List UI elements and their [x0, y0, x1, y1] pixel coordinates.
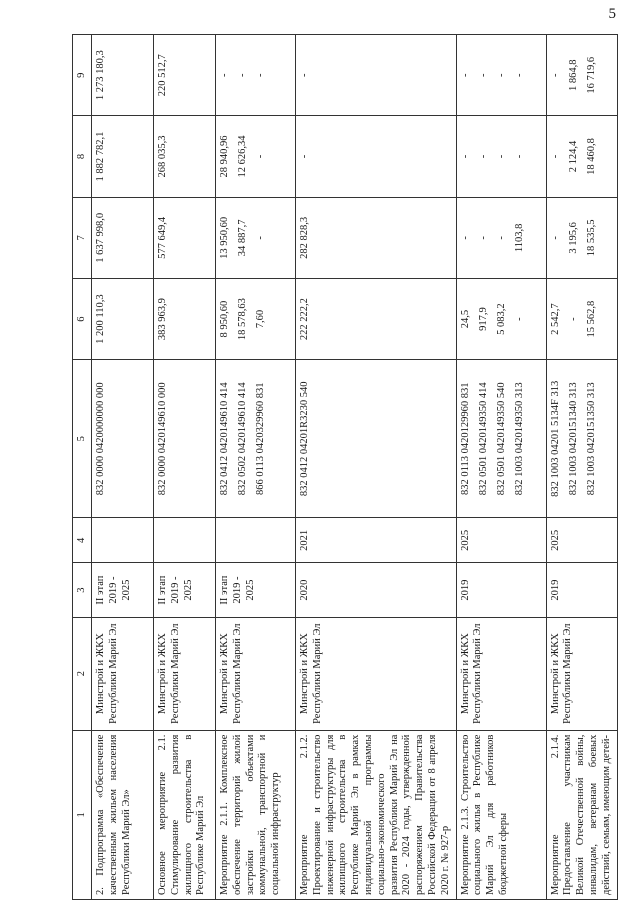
cell-c6	[456, 278, 546, 359]
cell-line: -	[299, 154, 310, 159]
cell-line: 832 0000 0420000000 000	[95, 382, 106, 496]
cell-line: 832 1003 0420151340 313	[567, 382, 579, 496]
header-cell-2: 2	[73, 617, 92, 730]
cell-c8	[296, 116, 457, 197]
cell-c1: Мероприятие 2.1.3. Строительство социального жилья в Республике Марий Эл для работников бюджетной сферы	[456, 730, 546, 899]
cell-line: 268 035,3	[157, 135, 168, 178]
cell-line: 832 0113 0420129960 831	[459, 382, 471, 496]
cell-c7	[546, 197, 617, 278]
cell-c5	[154, 360, 216, 518]
cell-c1: Мероприятие 2.1.1. Комплексное обеспечение территорий жилой застройки объектами коммунальной, транспортной и социальной инфраструктур	[216, 730, 296, 899]
cell-c4	[92, 518, 154, 563]
header-cell-8: 8	[73, 116, 92, 197]
cell-c1: Мероприятие 2.1.2. Проектирование и строительство инженерной инфраструктуры для жилищного строительства в Республике Марий Эл в рамках индивидуальной программы социально-экономического развития Республики Марий Эл на 2020 - 2024 годы, утвержденной распоряжением Правительства Российской Федерации от 8 апреля 2020 г. № 927-р	[296, 730, 457, 899]
cell-c5	[546, 360, 617, 518]
cell-c2: Минстрой и ЖКХ Республики Марий Эл	[546, 617, 617, 730]
cell-line: -	[567, 317, 579, 321]
header-row	[73, 35, 92, 900]
cell-line: -	[495, 73, 507, 77]
cell-c7	[456, 197, 546, 278]
cell-line: 2 542,7	[549, 303, 561, 335]
cell-line: -	[459, 154, 471, 159]
cell-line: -	[237, 73, 248, 77]
cell-c9	[456, 35, 546, 116]
header-cell-7: 7	[73, 197, 92, 278]
cell-line: 832 0412 0420149610 414	[219, 382, 230, 496]
cell-line: 24,5	[459, 309, 471, 329]
page-number: 5	[608, 6, 616, 22]
cell-c9	[154, 35, 216, 116]
cell-line: 7,60	[255, 309, 266, 329]
header-cell-6: 6	[73, 278, 92, 359]
cell-line: -	[513, 317, 525, 321]
cell-line: 1 882 782,1	[95, 131, 106, 182]
cell-line: 18 578,63	[237, 298, 248, 341]
cell-line: -	[477, 73, 489, 77]
cell-line: 383 963,9	[157, 298, 168, 341]
cell-c8	[92, 116, 154, 197]
cell-line: -	[549, 154, 561, 159]
cell-line: 866 0113 0420329960 831	[255, 382, 266, 496]
cell-c1: Основное мероприятие 2.1. Стимулирование развития жилищного строительства в Республике Марий Эл	[154, 730, 216, 899]
cell-line: 832 0501 0420149350 414	[477, 382, 489, 496]
cell-line: 12 626,34	[237, 135, 248, 178]
cell-line: -	[459, 73, 471, 77]
cell-c8	[456, 116, 546, 197]
cell-line: -	[513, 73, 525, 77]
cell-c2: Минстрой и ЖКХ Республики Марий Эл	[216, 617, 296, 730]
cell-line: 577 649,4	[157, 216, 168, 259]
cell-line: -	[477, 236, 489, 240]
cell-line: 16 719,6	[585, 56, 597, 94]
cell-line: 220 512,7	[157, 54, 168, 97]
cell-line: -	[549, 73, 561, 77]
cell-c9	[216, 35, 296, 116]
cell-line: -	[299, 73, 310, 77]
cell-line: 34 887,7	[237, 219, 248, 257]
cell-line: 1 864,8	[567, 59, 579, 91]
cell-line: 832 1003 04201 5134F 313	[549, 380, 561, 497]
cell-line: -	[549, 236, 561, 240]
cell-c3: 2019	[546, 563, 617, 617]
cell-c2: Минстрой и ЖКХ Республики Марий Эл	[456, 617, 546, 730]
cell-line: -	[495, 236, 507, 240]
cell-line: 1103,8	[513, 223, 525, 253]
cell-c3: 2020	[296, 563, 457, 617]
cell-line: 222 222,2	[299, 298, 310, 341]
cell-c5	[296, 360, 457, 518]
cell-c4: 2021	[296, 518, 457, 563]
cell-c4: 2025	[456, 518, 546, 563]
cell-line: 3 195,6	[567, 222, 579, 254]
cell-line: -	[459, 236, 471, 240]
rotated-table-container	[72, 34, 612, 900]
cell-c3: II этап 2019 - 2025	[216, 563, 296, 617]
cell-line: 832 1003 0420151350 313	[585, 382, 597, 496]
table-row	[154, 35, 216, 900]
cell-line: 18 535,5	[585, 219, 597, 257]
cell-line: 1 200 110,3	[95, 294, 106, 344]
cell-c8	[154, 116, 216, 197]
header-cell-3: 3	[73, 563, 92, 617]
cell-c1: 2. Подпрограмма «Обеспечение качественным жильем населения Республики Марий Эл»	[92, 730, 154, 899]
cell-c2: Минстрой и ЖКХ Республики Марий Эл	[92, 617, 154, 730]
header-cell-5: 5	[73, 360, 92, 518]
cell-c5	[216, 360, 296, 518]
budget-table	[72, 34, 618, 900]
cell-c3: 2019	[456, 563, 546, 617]
cell-c2: Минстрой и ЖКХ Республики Марий Эл	[154, 617, 216, 730]
cell-c7	[154, 197, 216, 278]
cell-line: 15 562,8	[585, 300, 597, 338]
cell-c8	[546, 116, 617, 197]
cell-c5	[456, 360, 546, 518]
cell-line: 13 950,60	[219, 216, 230, 259]
cell-line: 832 0502 0420149610 414	[237, 382, 248, 496]
cell-line: 832 0000 0420149610 000	[157, 382, 168, 496]
cell-c7	[216, 197, 296, 278]
table-row	[296, 35, 457, 900]
cell-line: -	[255, 154, 266, 159]
cell-c3: II этап 2019 - 2025	[154, 563, 216, 617]
cell-line: -	[477, 154, 489, 159]
cell-line: -	[255, 236, 266, 240]
cell-line: 5 083,2	[495, 303, 507, 335]
cell-c5	[92, 360, 154, 518]
header-cell-4: 4	[73, 518, 92, 563]
cell-line: 2 124,4	[567, 140, 579, 173]
cell-line: 1 273 180,3	[95, 50, 106, 101]
cell-c4	[216, 518, 296, 563]
cell-line: 832 0501 0420149350 540	[495, 382, 507, 496]
cell-c6	[546, 278, 617, 359]
cell-c9	[296, 35, 457, 116]
cell-c6	[296, 278, 457, 359]
cell-line: -	[495, 154, 507, 159]
cell-c1: Мероприятие 2.1.4. Предоставление участникам Великой Отечественной войны, инвалидам, ветеранам боевых действий, семьям, имеющим детей-	[546, 730, 617, 899]
table-row	[546, 35, 617, 900]
cell-line: 1 637 998,0	[95, 212, 106, 263]
table-row	[216, 35, 296, 900]
cell-line: 282 828,3	[299, 216, 310, 259]
cell-c9	[92, 35, 154, 116]
cell-line: -	[219, 73, 230, 77]
table-row	[456, 35, 546, 900]
cell-line: 8 950,60	[219, 300, 230, 338]
cell-line: 832 1003 0420149350 313	[513, 382, 525, 496]
cell-c7	[296, 197, 457, 278]
cell-c4: 2025	[546, 518, 617, 563]
cell-c6	[92, 278, 154, 359]
header-cell-1: 1	[73, 730, 92, 899]
cell-c4	[154, 518, 216, 563]
cell-c3: II этап 2019 - 2025	[92, 563, 154, 617]
cell-c2: Минстрой и ЖКХ Республики Марий Эл	[296, 617, 457, 730]
cell-c8	[216, 116, 296, 197]
cell-c7	[92, 197, 154, 278]
table-row	[92, 35, 154, 900]
cell-c6	[154, 278, 216, 359]
cell-c9	[546, 35, 617, 116]
cell-line: 917,9	[477, 307, 489, 331]
cell-line: -	[255, 73, 266, 77]
cell-line: 18 460,8	[585, 138, 597, 175]
cell-line: 832 0412 04201R3230 540	[299, 381, 310, 497]
cell-c6	[216, 278, 296, 359]
header-cell-9: 9	[73, 35, 92, 116]
cell-line: 28 940,96	[219, 135, 230, 178]
cell-line: -	[513, 154, 525, 159]
